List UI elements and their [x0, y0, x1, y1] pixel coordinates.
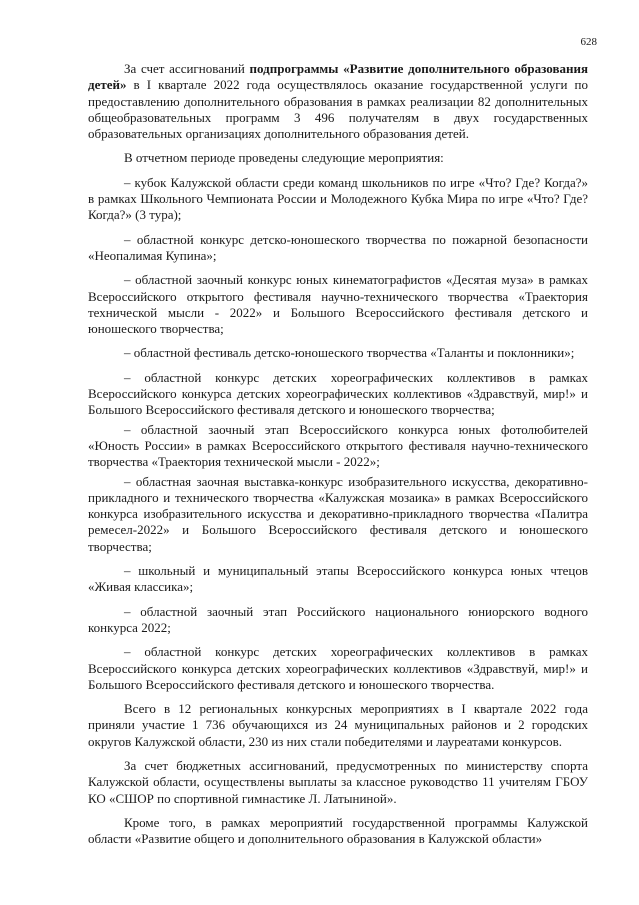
event-item: – областной конкурс детско-юношеского творчества по пожарной безопасности «Неопалимая Купина»; — [88, 231, 588, 263]
event-item: – школьный и муниципальный этапы Всероссийского конкурса юных чтецов «Живая классика»; — [88, 563, 588, 595]
intro-prefix: За счет ассигнований — [124, 61, 250, 76]
page-number: 628 — [580, 36, 597, 48]
event-item: – областной конкурс детских хореографических коллективов в рамках Всероссийского конкурса детских хореографических коллективов «Здравствуй, мир!» и Большого Всероссийского фестиваля детского и юношеского творчества; — [88, 369, 588, 418]
event-item: – областной заочный конкурс юных кинематографистов «Десятая муза» в рамках Всероссийского открытого фестиваля научно-технического творчества «Траектория технической мысли - 2022» и Большого Всероссийского фестиваля детского и юношеского творчества; — [88, 272, 588, 337]
intro-suffix: в I квартале 2022 года осуществлялось оказание государственной услуги по предоставлению дополнительного образования в рамках реализации 82 дополнительных общеобразовательных программ 3 496 получателям в двух государственных образовательных организациях дополнительного образования детей. — [88, 77, 588, 142]
event-item: – областной конкурс детских хореографических коллективов в рамках Всероссийского конкурса детских хореографических коллективов «Здравствуй, мир!» и Большого Всероссийского фестиваля детского и юношеского творчества. — [88, 644, 588, 692]
summary-paragraph: Всего в 12 региональных конкурсных мероприятиях в I квартале 2022 года приняли участие 1 736 обучающихся из 24 муниципальных районов и 2 городских округов Калужской области, 230 из них стали победителями и лауреатами конкурсов. — [88, 701, 588, 749]
event-item: – областной заочный этап Всероссийского конкурса юных фотолюбителей «Юность России» в рамках Всероссийского открытого фестиваля научно-технического творчества «Траектория технической мысли - 2022»; — [88, 421, 588, 470]
subprogram-title: подпрограммы «Развитие дополнительного образования детей» — [88, 61, 588, 93]
document-body — [88, 61, 588, 855]
intro-paragraph — [88, 61, 588, 142]
event-item: – областной заочный этап Российского национального юниорского водного конкурса 2022; — [88, 603, 588, 635]
event-item: – кубок Калужской области среди команд школьников по игре «Что? Где? Когда?» в рамках Школьного Чемпионата России и Молодежного Кубка Мира по игре «Что? Где? Когда?» (3 тура); — [88, 174, 588, 223]
closing-paragraph: Кроме того, в рамках мероприятий государственной программы Калужской области «Развитие общего и дополнительного образования в Калужской области» — [88, 814, 588, 847]
event-item: – областной фестиваль детско-юношеского творчества «Таланты и поклонники»; — [124, 345, 575, 361]
events-heading: В отчетном периоде проведены следующие мероприятия: — [124, 150, 444, 166]
event-item: – областная заочная выставка-конкурс изобразительного искусства, декоративно-прикладного и технического творчества «Калужская мозаика» в рамках Всероссийского конкурса изобразительного искусства и декоративно-прикладного творчества «Палитра ремесел-2022» и Большого Всероссийского фестиваля детского и юношеского творчества; — [88, 473, 588, 554]
sport-payment-paragraph: За счет бюджетных ассигнований, предусмотренных по министерству спорта Калужской области, осуществлены выплаты за классное руководство 11 учителям ГБОУ КО «СШОР по спортивной гимнастике Л. Латыниной». — [88, 757, 588, 806]
